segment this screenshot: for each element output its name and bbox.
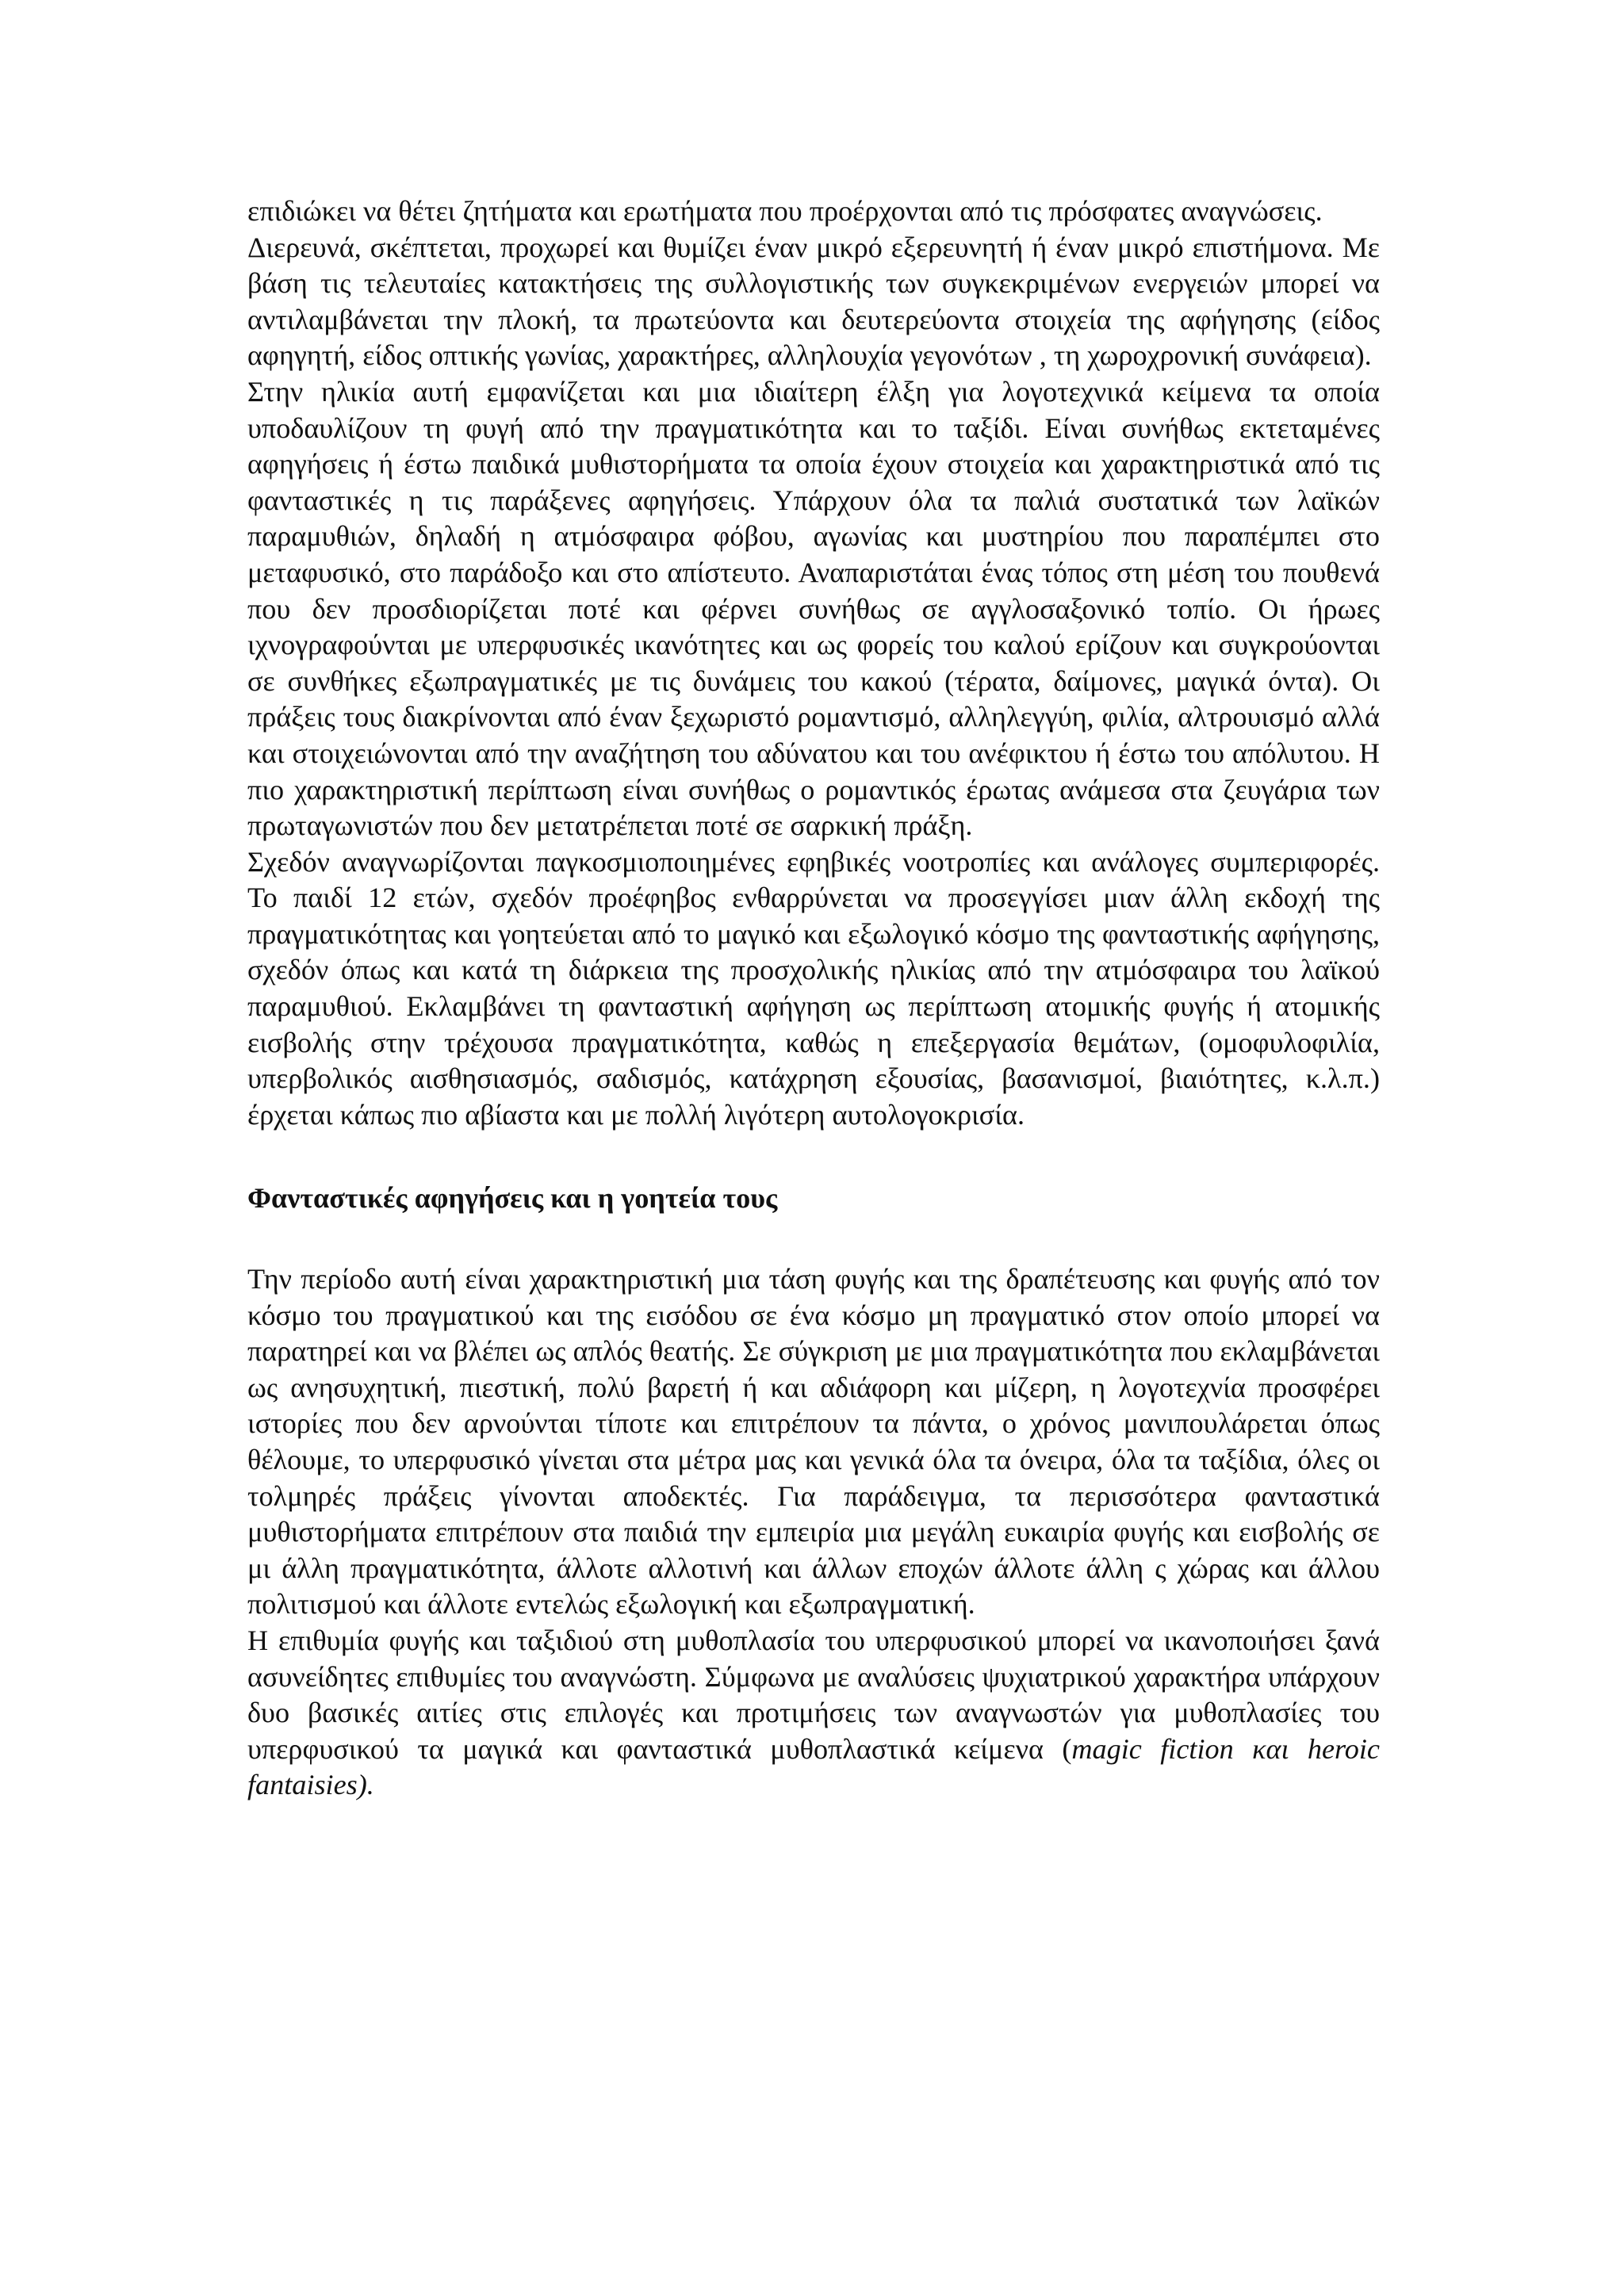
paragraph-2: Διερευνά, σκέπτεται, προχωρεί και θυμίζει έναν μικρό εξερευνητή ή έναν μικρό επιστήμονα. Με βάση τις τελευταίες κατακτήσεις της συλλογιστικής των συγκεκριμένων ενεργειών μπορεί να αντιλαμβάνεται την πλοκή, τα πρωτεύοντα και δευτερεύοντα στοιχεία της αφήγησης (είδος αφηγητή, είδος οπτικής γωνίας, χαρακτήρες, αλληλουχία γεγονότων , τη χωροχρονική συνάφεια). (247, 231, 1380, 372)
paragraph-6 (247, 1623, 1380, 1804)
paragraph-1: επιδιώκει να θέτει ζητήματα και ερωτήματα που προέρχονται από τις πρόσφατες αναγνώσεις. (247, 195, 1323, 227)
paragraph-6-italic: magic fiction και heroic fantaisies). (247, 1732, 1380, 1801)
section-heading: Φανταστικές αφηγήσεις και η γοητεία τους (247, 1182, 778, 1215)
paragraph-4: Σχεδόν αναγνωρίζονται παγκοσμιοποιημένες εφηβικές νοοτροπίες και ανάλογες συμπεριφορές. Το παιδί 12 ετών, σχεδόν προέφηβος ενθαρρύνεται να προσεγγίσει μιαν άλλη εκδοχή της πραγματικότητας και γοητεύεται από το μαγικό και εξωλογικό κόσμο της φανταστικής αφήγησης, σχεδόν όπως και κατά τη διάρκεια της προσχολικής ηλικίας από την ατμόσφαιρα του λαϊκού παραμυθιού. Εκλαμβάνει τη φανταστική αφήγηση ως περίπτωση ατομικής φυγής ή ατομικής εισβολής στην τρέχουσα πραγματικότητα, καθώς η επεξεργασία θεμάτων, (ομοφυλοφιλία, υπερβολικός αισθησιασμός, σαδισμός, κατάχρηση εξουσίας, βασανισμοί, βιαιότητες, κ.λ.π.) έρχεται κάπως πιο αβίαστα και με πολλή λιγότερη αυτολογοκρισία. (247, 845, 1380, 1131)
document-page (247, 193, 1380, 1804)
paragraph-3: Στην ηλικία αυτή εμφανίζεται και μια ιδιαίτερη έλξη για λογοτεχνικά κείμενα τα οποία υποδαυλίζουν τη φυγή από την πραγματικότητα και το ταξίδι. Είναι συνήθως εκτεταμένες αφηγήσεις ή έστω παιδικά μυθιστορήματα τα οποία έχουν στοιχεία και χαρακτηριστικά από τις φανταστικές η τις παράξενες αφηγήσεις. Υπάρχουν όλα τα παλιά συστατικά των λαϊκών παραμυθιών, δηλαδή η ατμόσφαιρα φόβου, αγωνίας και μυστηρίου που παραπέμπει στο μεταφυσικό, στο παράδοξο και στο απίστευτο. Αναπαριστάται ένας τόπος στη μέση του πουθενά που δεν προσδιορίζεται ποτέ και φέρνει συνήθως σε αγγλοσαξονικό τοπίο. Οι ήρωες ιχνογραφούνται με υπερφυσικές ικανότητες και ως φορείς του καλού ερίζουν και συγκρούονται σε συνθήκες εξωπραγματικές με τις δυνάμεις του κακού (τέρατα, δαίμονες, μαγικά όντα). Οι πράξεις τους διακρίνονται από έναν ξεχωριστό ρομαντισμό, αλληλεγγύη, φιλία, αλτρουισμό αλλά και στοιχειώνονται από την αναζήτηση του αδύνατου και του ανέφικτου ή έστω του απόλυτου. Η πιο χαρακτηριστική περίπτωση είναι συνήθως ο ρομαντικός έρωτας ανάμεσα στα ζευγάρια των πρωταγωνιστών που δεν μετατρέπεται ποτέ σε σαρκική πράξη. (247, 375, 1380, 842)
paragraph-5: Την περίοδο αυτή είναι χαρακτηριστική μια τάση φυγής και της δραπέτευσης και φυγής από τον κόσμο του πραγματικού και της εισόδου σε ένα κόσμο μη πραγματικό στον οποίο μπορεί να παρατηρεί και να βλέπει ως απλός θεατής. Σε σύγκριση με μια πραγματικότητα που εκλαμβάνεται ως ανησυχητική, πιεστική, πολύ βαρετή ή και αδιάφορη και μίζερη, η λογοτεχνία προσφέρει ιστορίες που δεν αρνούνται τίποτε και επιτρέπουν τα πάντα, ο χρόνος μανιπουλάρεται όπως θέλουμε, το υπερφυσικό γίνεται στα μέτρα μας και γενικά όλα τα όνειρα, όλα τα ταξίδια, όλες οι τολμηρές πράξεις γίνονται αποδεκτές. Για παράδειγμα, τα περισσότερα φανταστικά μυθιστορήματα επιτρέπουν στα παιδιά την εμπειρία μια μεγάλη ευκαιρία φυγής και εισβολής σε μι άλλη πραγματικότητα, άλλοτε αλλοτινή και άλλων εποχών άλλοτε άλλη ς χώρας και άλλου πολιτισμού και άλλοτε εντελώς εξωλογική και εξωπραγματική. (247, 1263, 1380, 1621)
paragraph-6-text: Η επιθυμία φυγής και ταξιδιού στη μυθοπλασία του υπερφυσικού μπορεί να ικανοποιήσει ξανά ασυνείδητες επιθυμίες του αναγνώστη. Σύμφωνα με αναλύσεις ψυχιατρικού χαρακτήρα υπάρχουν δυο βασικές αιτίες στις επιλογές και προτιμήσεις των αναγνωστών για μυθοπλασίες του υπερφυσικού τα μαγικά και φανταστικά μυθοπλαστικά κείμενα ( (247, 1624, 1380, 1765)
